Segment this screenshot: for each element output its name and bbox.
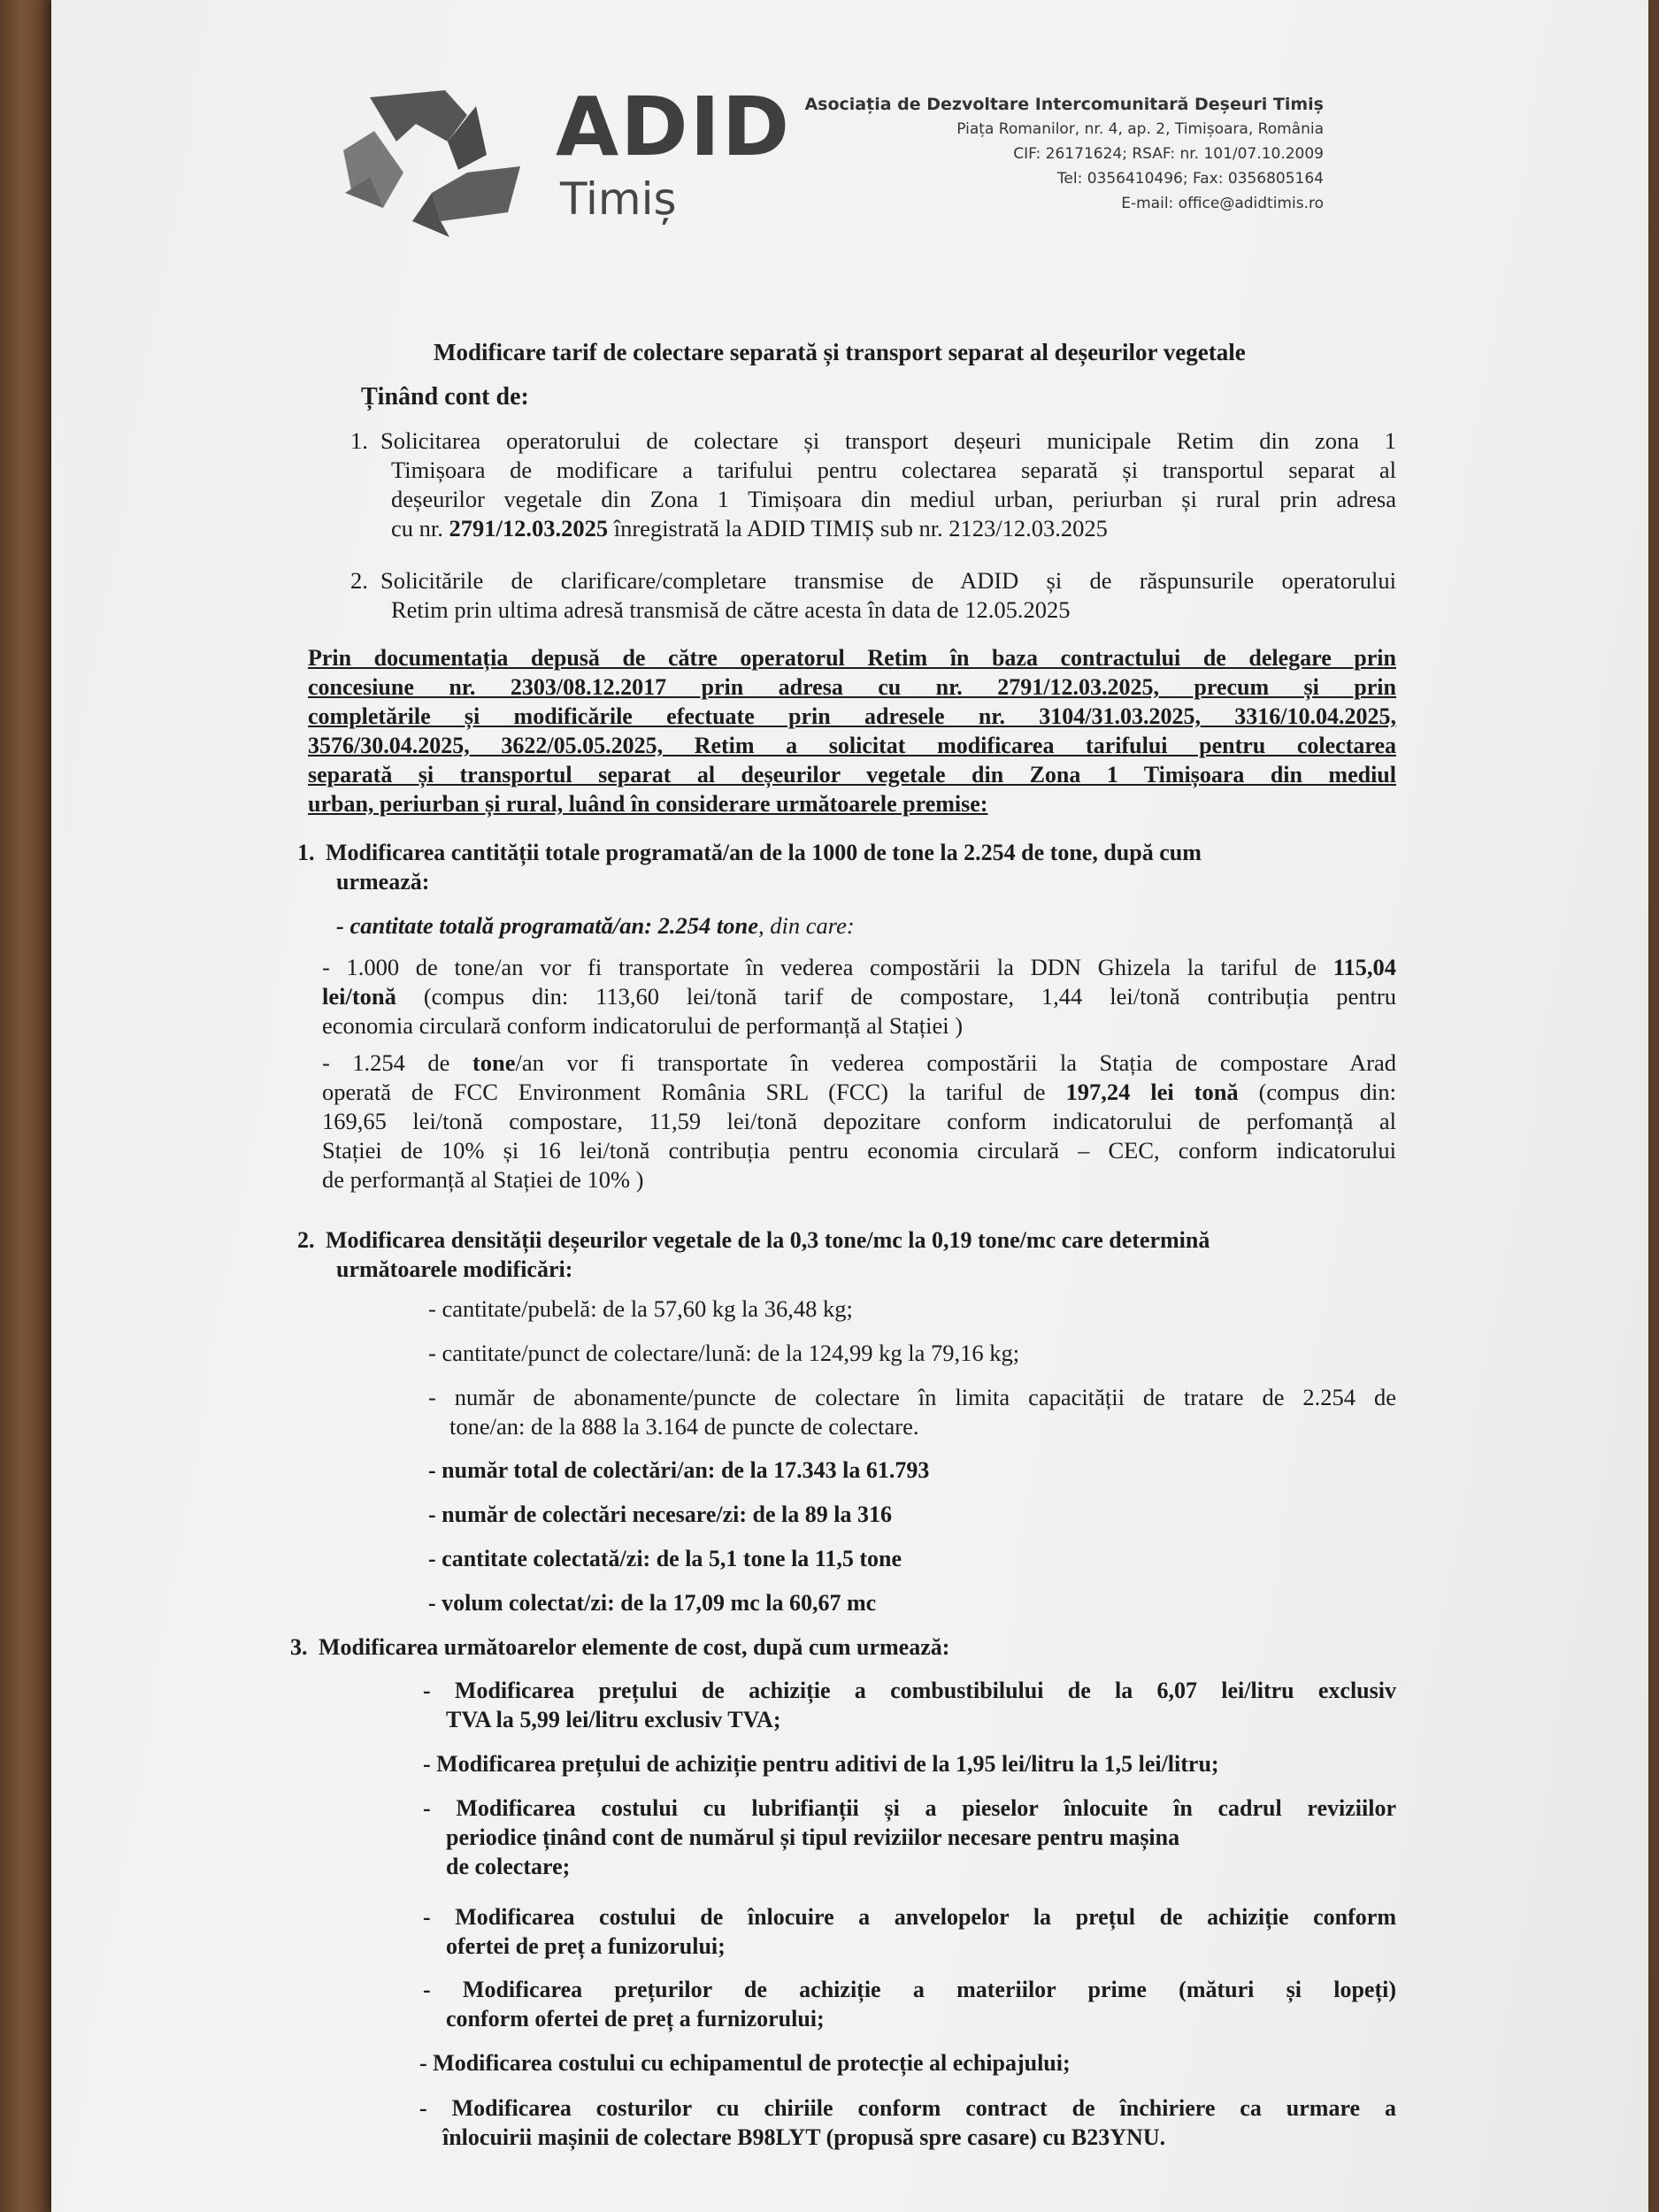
text-segment: /an vor fi transportate în vederea compostării la Stația de compostare Arad	[515, 1049, 1396, 1076]
organization-address: Piața Romanilor, nr. 4, ap. 2, Timișoara, România	[956, 120, 1324, 138]
section-1-heading-line1: Modificarea cantității totale programată/an de la 1000 de tone la 2.254 de tone, după cum	[326, 840, 1202, 865]
paragraph-line	[322, 1048, 1396, 1078]
organization-phone: Tel: 0356410496; Fax: 0356805164	[1056, 170, 1324, 188]
section-2-heading	[326, 1225, 1396, 1284]
section-1-heading-line2: urmează:	[336, 869, 430, 895]
cost-item	[423, 1676, 1396, 1734]
paragraph-line	[322, 953, 1396, 982]
organization-address-block	[704, 92, 1324, 216]
item-line: - Modificarea prețului de achiziție a combustibilului de la 6,07 lei/litru exclusiv	[423, 1678, 1396, 1703]
text-segment: - 1.254 de	[322, 1049, 472, 1076]
item-line: de colectare;	[446, 1854, 571, 1879]
section-3-number: 3.	[290, 1634, 308, 1660]
wooden-table-right	[1648, 0, 1659, 2212]
paragraph-line: economia circulară conform indicatorului de performanță al Stației )	[322, 1012, 964, 1039]
address-number: 2791/12.03.2025	[449, 515, 609, 541]
cost-item	[423, 1975, 1396, 2033]
paragraph-line: Stației de 10% și 16 lei/tonă contribuția pentru economia circulară – CEC, conform indicatorului	[322, 1137, 1396, 1164]
item-line: periodice ținând cont de numărul și tipul reviziilor necesare pentru mașina	[446, 1824, 1180, 1850]
consideration-1	[380, 426, 1396, 543]
density-item: - volum colectat/zi: de la 17,09 mc la 60,67 mc	[428, 1590, 877, 1616]
item-line: înlocuirii mașinii de colectare B98LYT (propusă spre casare) cu B23YNU.	[442, 2124, 1166, 2150]
item-line: conform ofertei de preț a furnizorului;	[446, 2006, 825, 2032]
item-line: - număr de abonamente/puncte de colectare în limita capacității de tratare de 2.254 de	[428, 1384, 1396, 1410]
premise-line: 3576/30.04.2025, 3622/05.05.2025, Retim a solicitat modificarea tarifului pentru colectarea	[308, 733, 1396, 758]
paragraph-line: de performanță al Stației de 10% )	[322, 1166, 644, 1193]
cost-item	[419, 2093, 1396, 2152]
text-segment: (compus din: 113,60 lei/tonă tarif de compostare, 1,44 lei/tonă contribuția pentru	[396, 983, 1396, 1010]
tariff-value: 115,04	[1333, 954, 1396, 980]
section-1-heading	[326, 838, 1396, 896]
consideration-1-line1: Solicitarea operatorului de colectare și transport deșeuri municipale Retim din zona 1	[380, 427, 1396, 454]
item-line: - Modificarea costurilor cu chiriile conform contract de închiriere ca urmare a	[419, 2095, 1396, 2121]
total-quantity: - cantitate totală programată/an: 2.254 tone	[336, 912, 759, 939]
item-line: - Modificarea prețurilor de achiziție a materiilor prime (mături și lopeți)	[423, 1977, 1396, 2002]
consideration-2	[380, 566, 1396, 625]
cost-item	[423, 1902, 1396, 1961]
item-line: ofertei de preț a funizorului;	[446, 1933, 726, 1959]
premise-line: completările și modificările efectuate prin adresele nr. 3104/31.03.2025, 3316/10.04.2025,	[308, 703, 1396, 729]
consideration-2-line1: Solicitările de clarificare/completare transmise de ADID și de răspunsurile operatorului	[380, 567, 1396, 594]
section-1-total	[336, 911, 855, 941]
document-title: Modificare tarif de colectare separată și transport separat al deșeurilor vegetale	[434, 339, 1246, 365]
paragraph-line: 169,65 lei/tonă compostare, 11,59 lei/tonă depozitare conform indicatorului de perfomanță al	[322, 1108, 1396, 1134]
text-segment: cu nr.	[391, 515, 449, 541]
item-line: - Modificarea costului de înlocuire a anvelopelor la prețul de achiziție conform	[423, 1904, 1396, 1930]
wooden-table-left	[0, 0, 53, 2212]
consideration-1-line4	[380, 514, 1396, 543]
document-page	[51, 0, 1648, 2212]
item-line: tone/an: de la 888 la 3.164 de puncte de colectare.	[449, 1413, 919, 1440]
consideration-1-line2: Timișoara de modificare a tarifului pentru colectarea separată și transportul separat al	[391, 457, 1396, 483]
text-segment: (compus din:	[1238, 1079, 1396, 1105]
tariff-unit: lei/tonă	[322, 983, 396, 1010]
text-segment: , din care:	[758, 912, 855, 939]
consideration-1-line3: deșeurilor vegetale din Zona 1 Timișoara din mediul urban, periurban și rural prin adresa	[391, 486, 1396, 512]
text-segment: înregistrată la ADID TIMIȘ sub nr. 2123/12.03.2025	[608, 515, 1108, 541]
density-item: - cantitate/pubelă: de la 57,60 kg la 36,48 kg;	[428, 1295, 853, 1322]
text-segment: operată de FCC Environment România SRL (FCC) la tariful de	[322, 1079, 1066, 1105]
density-item: - cantitate/punct de colectare/lună: de la 124,99 kg la 79,16 kg;	[428, 1340, 1020, 1366]
organization-fiscal: CIF: 26171624; RSAF: nr. 101/07.10.2009	[1013, 145, 1324, 163]
recycle-logo-icon	[334, 88, 538, 239]
paragraph-line	[322, 1078, 1396, 1107]
section-2-heading-line2: următoarele modificări:	[336, 1256, 573, 1282]
section-2-number: 2.	[297, 1227, 315, 1253]
premise-line: Prin documentația depusă de către operatorul Retim în baza contractului de delegare prin	[308, 645, 1396, 671]
logo-title: ADID	[556, 80, 792, 174]
section-3-heading: Modificarea următoarelor elemente de cost, după cum urmează:	[319, 1634, 950, 1660]
paragraph-line	[322, 982, 1396, 1011]
organization-name: Asociația de Dezvoltare Intercomunitară Deșeuri Timiș	[804, 95, 1324, 114]
premise-line: concesiune nr. 2303/08.12.2017 prin adresa cu nr. 2791/12.03.2025, precum și prin	[308, 674, 1396, 700]
premise-line: separată și transportul separat al deșeurilor vegetale din Zona 1 Timișoara din mediul	[308, 762, 1396, 787]
tariff-value: 197,24 lei tonă	[1065, 1079, 1239, 1105]
section-1-number: 1.	[297, 840, 315, 865]
cost-item: - Modificarea costului cu echipamentul de protecție al echipajului;	[419, 2050, 1071, 2076]
bold-word: tone	[472, 1049, 516, 1076]
section-1-paragraph-1	[322, 953, 1396, 1041]
consideration-1-number: 1.	[350, 427, 368, 454]
section-1-paragraph-2	[322, 1048, 1396, 1194]
cost-item: - Modificarea prețului de achiziție pentru aditivi de la 1,95 lei/litru la 1,5 lei/litru;	[423, 1751, 1219, 1777]
intro-heading: Ținând cont de:	[361, 383, 529, 411]
premise-line: urban, periurban și rural, luând în considerare următoarele premise:	[308, 791, 988, 817]
section-2-heading-line1: Modificarea densității deșeurilor vegetale de la 0,3 tone/mc la 0,19 tone/mc care determină	[326, 1227, 1210, 1253]
item-line: - Modificarea costului cu lubrifianții și a pieselor înlocuite în cadrul reviziilor	[423, 1795, 1396, 1821]
cost-item	[423, 1793, 1396, 1881]
logo-subtitle: Timiș	[560, 173, 677, 225]
density-item	[428, 1383, 1396, 1441]
density-item: - număr total de colectări/an: de la 17.343 la 61.793	[428, 1457, 930, 1483]
organization-email: E-mail: office@adidtimis.ro	[1121, 195, 1324, 212]
density-item: - cantitate colectată/zi: de la 5,1 tone la 11,5 tone	[428, 1546, 902, 1571]
consideration-2-line2: Retim prin ultima adresă transmisă de către acesta în data de 12.05.2025	[391, 596, 1071, 623]
item-line: TVA la 5,99 lei/litru exclusiv TVA;	[446, 1707, 781, 1732]
density-item: - număr de colectări necesare/zi: de la 89 la 316	[428, 1502, 892, 1527]
consideration-2-number: 2.	[350, 567, 368, 594]
premise-paragraph	[308, 643, 1396, 818]
text-segment: - 1.000 de tone/an vor fi transportate în vederea compostării la DDN Ghizela la tariful de	[322, 954, 1333, 980]
